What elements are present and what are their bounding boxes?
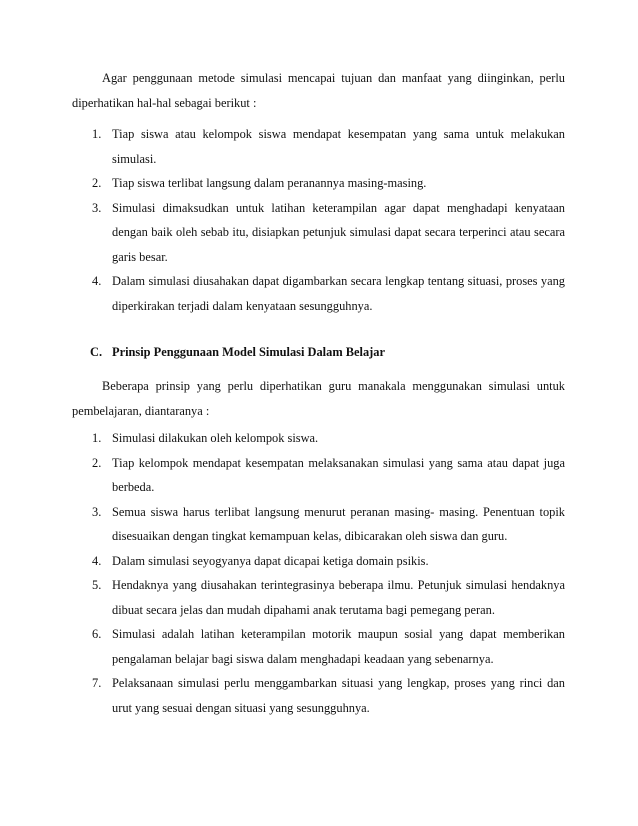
list-item [72, 171, 565, 196]
list-item [72, 573, 565, 622]
list-item [72, 622, 565, 671]
list-item-number: 1. [92, 127, 102, 141]
intro-paragraph: Agar penggunaan metode simulasi mencapai tujuan dan manfaat yang diinginkan, perlu diperhatikan hal-hal sebagai berikut : [72, 71, 565, 110]
list-item-text: Semua siswa harus terlibat langsung menurut peranan masing- masing. Penentuan topik disesuaikan dengan tingkat kemampuan kelas, dibicarakan oleh siswa dan guru. [112, 504, 565, 543]
list-item-text: Dalam simulasi seyogyanya dapat dicapai ketiga domain psikis. [112, 553, 429, 568]
list-item [72, 500, 565, 549]
list-item [72, 671, 565, 720]
list-item-number: 1. [92, 431, 102, 445]
section-paragraph: Beberapa prinsip yang perlu diperhatikan guru manakala menggunakan simulasi untuk pembelajaran, diantaranya : [72, 379, 565, 418]
list-item-text: Dalam simulasi diusahakan dapat digambarkan secara lengkap tentang situasi, proses yang diperkirakan terjadi dalam kenyataan sesungguhnya. [112, 274, 565, 313]
section-heading [90, 340, 570, 365]
list-item-number: 6. [92, 627, 102, 641]
list-item-number: 3. [92, 200, 102, 215]
list-item [72, 549, 565, 574]
list-item-number: 3. [92, 504, 102, 519]
list-item [72, 426, 565, 451]
section-title: Prinsip Penggunaan Model Simulasi Dalam Belajar [112, 345, 385, 359]
list-item [72, 122, 565, 171]
list-item [72, 451, 565, 500]
list-item-number: 4. [92, 274, 102, 288]
list-item-number: 7. [92, 676, 102, 690]
list-item-number: 2. [92, 455, 102, 470]
list-item-text: Simulasi dimaksudkan untuk latihan keterampilan agar dapat menghadapi kenyataan dengan baik oleh sebab itu, disiapkan petunjuk simulasi dapat secara terperinci atau secara garis besar. [112, 200, 565, 264]
list-item-text: Simulasi adalah latihan keterampilan motorik maupun sosial yang dapat memberikan pengalaman belajar bagi siswa dalam menghadapi keadaan yang sebenarnya. [112, 627, 565, 666]
list-item-number: 5. [92, 578, 102, 592]
list-item-text: Simulasi dilakukan oleh kelompok siswa. [112, 431, 319, 445]
considerations-list [72, 122, 565, 318]
list-item-text: Pelaksanaan simulasi perlu menggambarkan situasi yang lengkap, proses yang rinci dan urut yang sesuai dengan situasi yang sesungguhnya. [112, 676, 565, 715]
list-item-number: 4. [92, 553, 102, 568]
list-item [72, 196, 565, 270]
list-item [72, 269, 565, 318]
list-item-text: Tiap siswa terlibat langsung dalam peranannya masing-masing. [112, 176, 427, 190]
principles-list [72, 426, 565, 720]
list-item-text: Tiap kelompok mendapat kesempatan melaksanakan simulasi yang sama atau dapat juga berbeda. [112, 455, 565, 494]
section-letter: C. [90, 345, 103, 359]
list-item-text: Tiap siswa atau kelompok siswa mendapat kesempatan yang sama untuk melakukan simulasi. [112, 127, 565, 166]
list-item-text: Hendaknya yang diusahakan terintegrasinya beberapa ilmu. Petunjuk simulasi hendaknya dibuat secara jelas dan mudah dipahami anak terutama bagi pemegang peran. [112, 578, 565, 617]
list-item-number: 2. [92, 176, 102, 190]
